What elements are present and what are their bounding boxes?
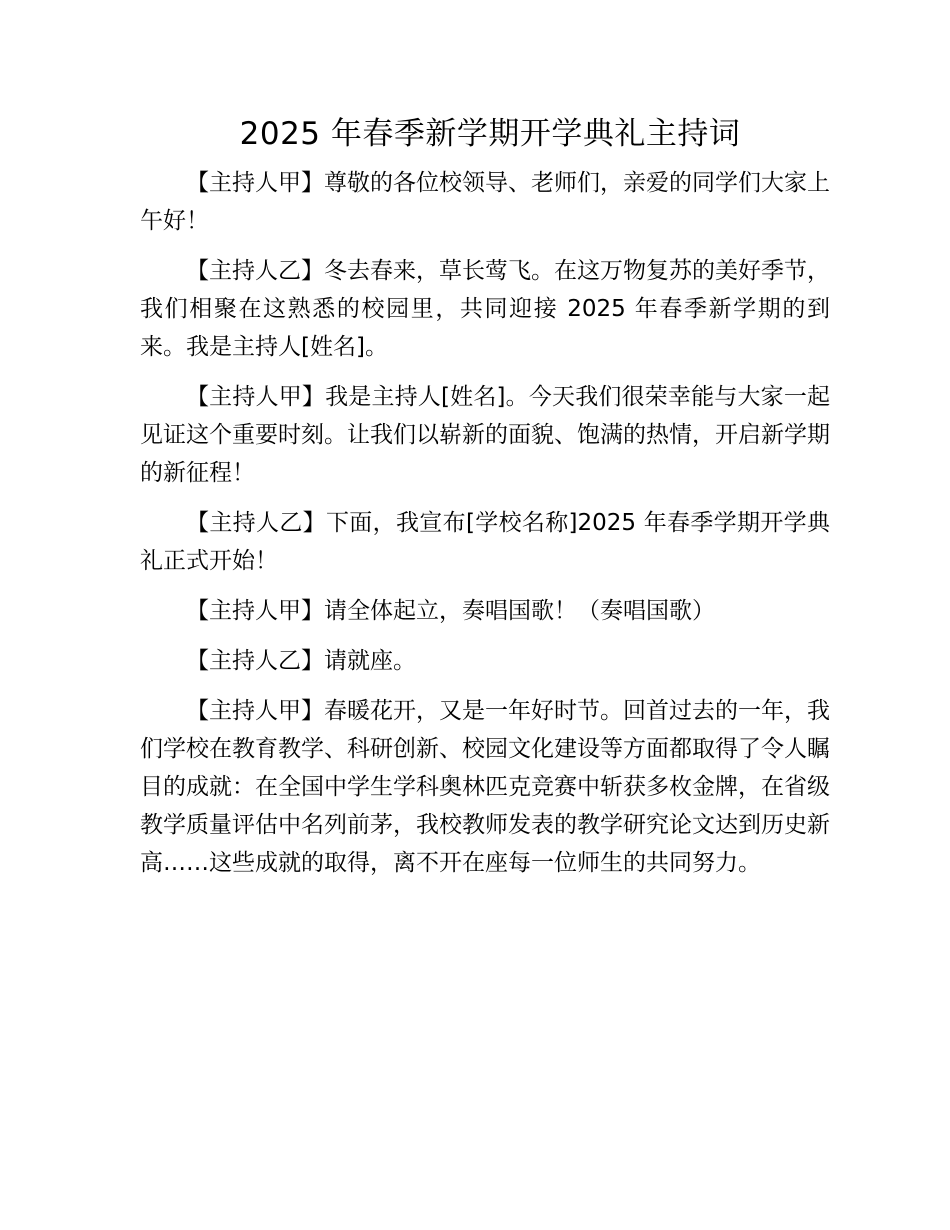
paragraph-3: 【主持人甲】我是主持人[姓名]。今天我们很荣幸能与大家一起见证这个重要时刻。让我们以崭新的面貌、饱满的热情，开启新学期的新征程！ xyxy=(140,384,830,486)
paragraph-2: 【主持人乙】冬去春来，草长莺飞。在这万物复苏的美好季节，我们相聚在这熟悉的校园里，共同迎接 2025 年春季新学期的到来。我是主持人[姓名]。 xyxy=(140,258,830,360)
paragraph-1: 【主持人甲】尊敬的各位校领导、老师们，亲爱的同学们大家上午好！ xyxy=(140,170,830,234)
document-title: 2025 年春季新学期开学典礼主持词 xyxy=(239,116,741,152)
paragraph-5: 【主持人甲】请全体起立，奏唱国歌！（奏唱国歌） xyxy=(186,598,715,624)
paragraph-4: 【主持人乙】下面，我宣布[学校名称]2025 年春季学期开学典礼正式开始！ xyxy=(140,510,830,574)
document-page xyxy=(140,112,830,894)
paragraph-7: 【主持人甲】春暖花开，又是一年好时节。回首过去的一年，我们学校在教育教学、科研创新、校园文化建设等方面都取得了令人瞩目的成就：在全国中学生学科奥林匹克竞赛中斩获多枚金牌，在省级教学质量评估中名列前茅，我校教师发表的教学研究论文达到历史新高……这些成就的取得，离不开在座每一位师生的共同努力。 xyxy=(140,698,830,876)
paragraph-6: 【主持人乙】请就座。 xyxy=(186,648,416,674)
